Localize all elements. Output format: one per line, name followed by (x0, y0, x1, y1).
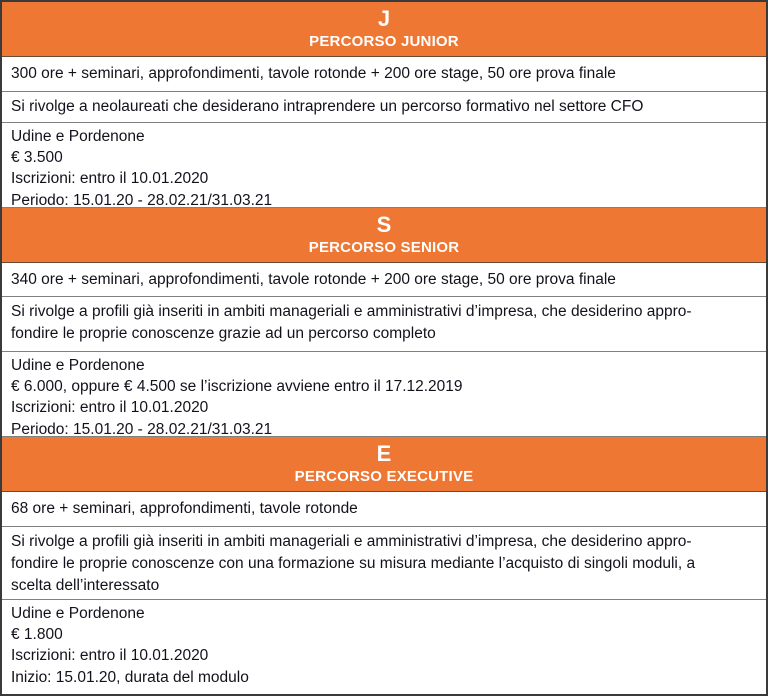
target-row-junior (2, 92, 766, 123)
hours-text: 340 ore + seminari, approfondimenti, tavole rotonde + 200 ore stage, 50 ore prova finale (11, 271, 616, 288)
hours-text: 300 ore + seminari, approfondimenti, tavole rotonde + 200 ore stage, 50 ore prova finale (11, 65, 616, 82)
text-line: Iscrizioni: entro il 10.01.2020 (11, 647, 209, 665)
text-line: Iscrizioni: entro il 10.01.2020 (11, 399, 209, 417)
text-line: € 6.000, oppure € 4.500 se l’iscrizione avviene entro il 17.12.2019 (11, 378, 463, 396)
hours-text: 68 ore + seminari, approfondimenti, tavole rotonde (11, 500, 358, 517)
details-row-junior (2, 123, 766, 208)
text-line: Si rivolge a profili già inseriti in ambiti manageriali e amministrativi d’impresa, che desiderino appro- (11, 303, 692, 320)
target-row-senior (2, 297, 766, 352)
target-row-executive (2, 527, 766, 600)
text-line: € 1.800 (11, 626, 63, 644)
text-line: fondire le proprie conoscenze grazie ad un percorso completo (11, 325, 436, 342)
hours-row-junior (2, 57, 766, 92)
text-line: Udine e Pordenone (11, 605, 145, 622)
text-line: € 3.500 (11, 149, 63, 167)
text-line: fondire le proprie conoscenze con una formazione su misura mediante l’acquisto di singoli moduli, a (11, 555, 696, 572)
course-title: PERCORSO JUNIOR (309, 33, 459, 50)
section-header-senior (2, 208, 766, 263)
text-line: Udine e Pordenone (11, 357, 145, 374)
hours-row-senior (2, 263, 766, 297)
text-line: Iscrizioni: entro il 10.01.2020 (11, 170, 209, 188)
hours-row-executive (2, 492, 766, 527)
text-line: Periodo: 15.01.20 - 28.02.21/31.03.21 (11, 420, 273, 437)
text-line: Si rivolge a profili già inseriti in ambiti manageriali e amministrativi d’impresa, che desiderino appro- (11, 533, 692, 550)
text-line: scelta dell’interessato (11, 577, 160, 594)
section-header-junior (2, 2, 766, 57)
course-letter: S (376, 212, 392, 237)
details-row-senior (2, 352, 766, 437)
text-line: Periodo: 15.01.20 - 28.02.21/31.03.21 (11, 191, 273, 208)
section-header-executive (2, 437, 766, 492)
course-title: PERCORSO SENIOR (308, 239, 460, 256)
course-letter: J (377, 6, 391, 31)
details-row-executive (2, 600, 766, 694)
text-line: Si rivolge a neolaureati che desiderano intraprendere un percorso formativo nel settore CFO (11, 98, 644, 115)
text-line: Inizio: 15.01.20, durata del modulo (11, 668, 249, 686)
course-letter: E (376, 441, 392, 466)
text-line: Udine e Pordenone (11, 128, 145, 145)
course-title: PERCORSO EXECUTIVE (294, 468, 474, 485)
